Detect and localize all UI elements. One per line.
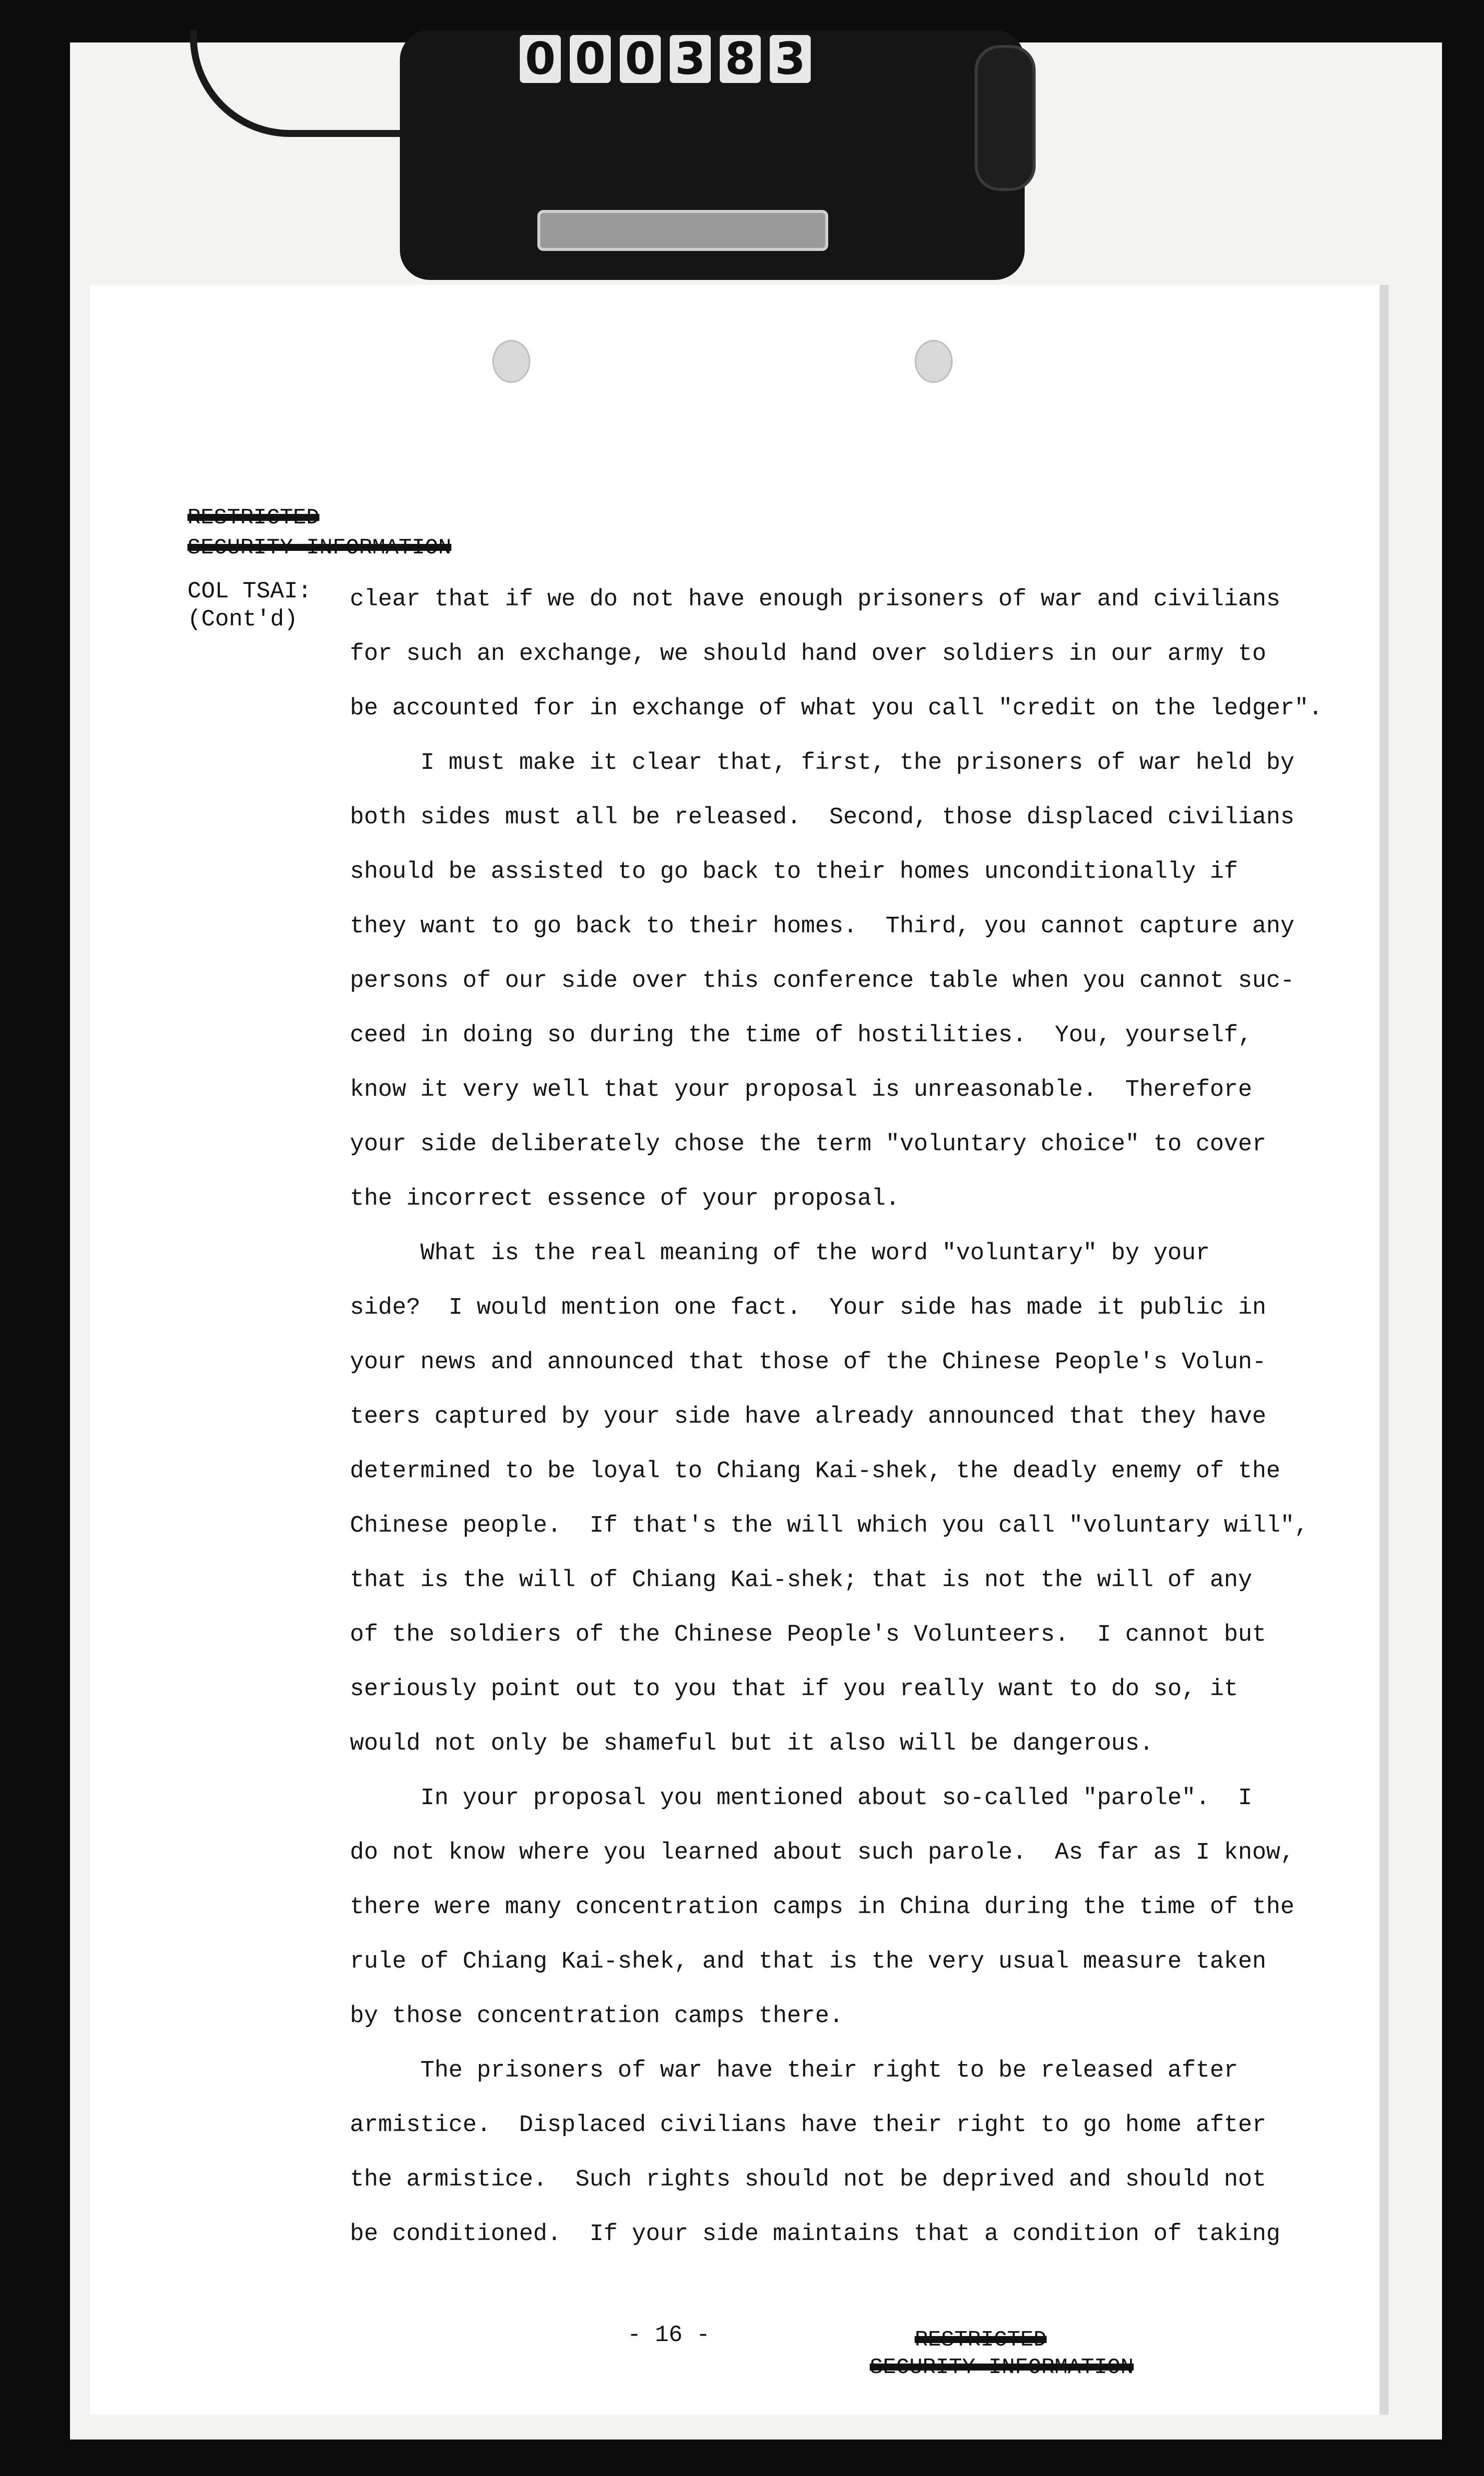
speaker-label <box>187 577 311 633</box>
body-line: the armistice. Such rights should not be deprived and should not <box>350 2167 1267 2193</box>
body-line: your news and announced that those of the Chinese People's Volun- <box>350 1349 1267 1376</box>
body-line: that is the will of Chiang Kai-shek; that is not the will of any <box>350 1567 1253 1594</box>
body-line: armistice. Displaced civilians have their right to go home after <box>350 2112 1267 2139</box>
body-line: of the soldiers of the Chinese People's Volunteers. I cannot but <box>350 1622 1267 1648</box>
speaker-name: COL TSAI: <box>187 578 312 604</box>
body-line: I must make it clear that, first, the prisoners of war held by <box>350 750 1295 776</box>
body-line: would not only be shameful but it also will be dangerous. <box>350 1731 1154 1757</box>
counter-plate <box>537 210 828 251</box>
body-line: teers captured by your side have already announced that they have <box>350 1404 1267 1430</box>
counter-digit: 0 <box>620 35 661 83</box>
speaker-continued: (Cont'd) <box>187 606 298 632</box>
document-page <box>90 285 1380 2415</box>
body-line: there were many concentration camps in China during the time of the <box>350 1894 1295 1921</box>
counter-digit: 8 <box>720 35 761 83</box>
punch-hole <box>492 340 530 383</box>
body-line: persons of our side over this conference table when you cannot suc- <box>350 968 1295 994</box>
body-line: rule of Chiang Kai-shek, and that is the very usual measure taken <box>350 1949 1267 1975</box>
body-line: Chinese people. If that's the will which you call "voluntary will", <box>350 1513 1309 1539</box>
body-line: determined to be loyal to Chiang Kai-shek, the deadly enemy of the <box>350 1458 1281 1485</box>
counter-digit: 0 <box>570 35 611 83</box>
body-line: seriously point out to you that if you really want to do so, it <box>350 1676 1238 1703</box>
counter-digit: 3 <box>770 35 811 83</box>
body-line: ceed in doing so during the time of hostilities. You, yourself, <box>350 1022 1253 1049</box>
body-line: clear that if we do not have enough prisoners of war and civilians <box>350 586 1281 613</box>
page-number: - 16 - <box>627 2322 710 2348</box>
body-line: be accounted for in exchange of what you call "credit on the ledger". <box>350 695 1323 722</box>
body-line: both sides must all be released. Second, those displaced civilians <box>350 804 1295 831</box>
document-body <box>350 572 1370 2262</box>
counter-digit: 0 <box>520 35 561 83</box>
body-line: by those concentration camps there. <box>350 2003 844 2030</box>
counter-knob <box>975 45 1036 191</box>
body-line: What is the real meaning of the word "voluntary" by your <box>350 1240 1210 1267</box>
body-line: for such an exchange, we should hand over soldiers in our army to <box>350 641 1267 667</box>
body-line: The prisoners of war have their right to be released after <box>350 2058 1238 2084</box>
counter-digit: 3 <box>670 35 711 83</box>
body-line: your side deliberately chose the term "voluntary choice" to cover <box>350 1131 1267 1158</box>
punch-hole <box>915 340 953 383</box>
footer-classification-line2: SECURITY INFORMATION <box>870 2355 1134 2380</box>
body-line: side? I would mention one fact. Your side has made it public in <box>350 1295 1267 1321</box>
body-line: they want to go back to their homes. Third, you cannot capture any <box>350 913 1295 940</box>
body-line: should be assisted to go back to their homes unconditionally if <box>350 859 1238 885</box>
footer-classification-line1: RESTRICTED <box>915 2328 1047 2353</box>
header-classification-line2: SECURITY INFORMATION <box>187 535 452 560</box>
body-line: In your proposal you mentioned about so-called "parole". I <box>350 1785 1253 1812</box>
counter-digits <box>520 35 811 83</box>
body-line: know it very well that your proposal is unreasonable. Therefore <box>350 1077 1253 1103</box>
header-classification-line1: RESTRICTED <box>187 505 320 530</box>
body-line: do not know where you learned about such parole. As far as I know, <box>350 1840 1295 1866</box>
body-line: be conditioned. If your side maintains that a condition of taking <box>350 2221 1281 2248</box>
body-line: the incorrect essence of your proposal. <box>350 1186 900 1212</box>
